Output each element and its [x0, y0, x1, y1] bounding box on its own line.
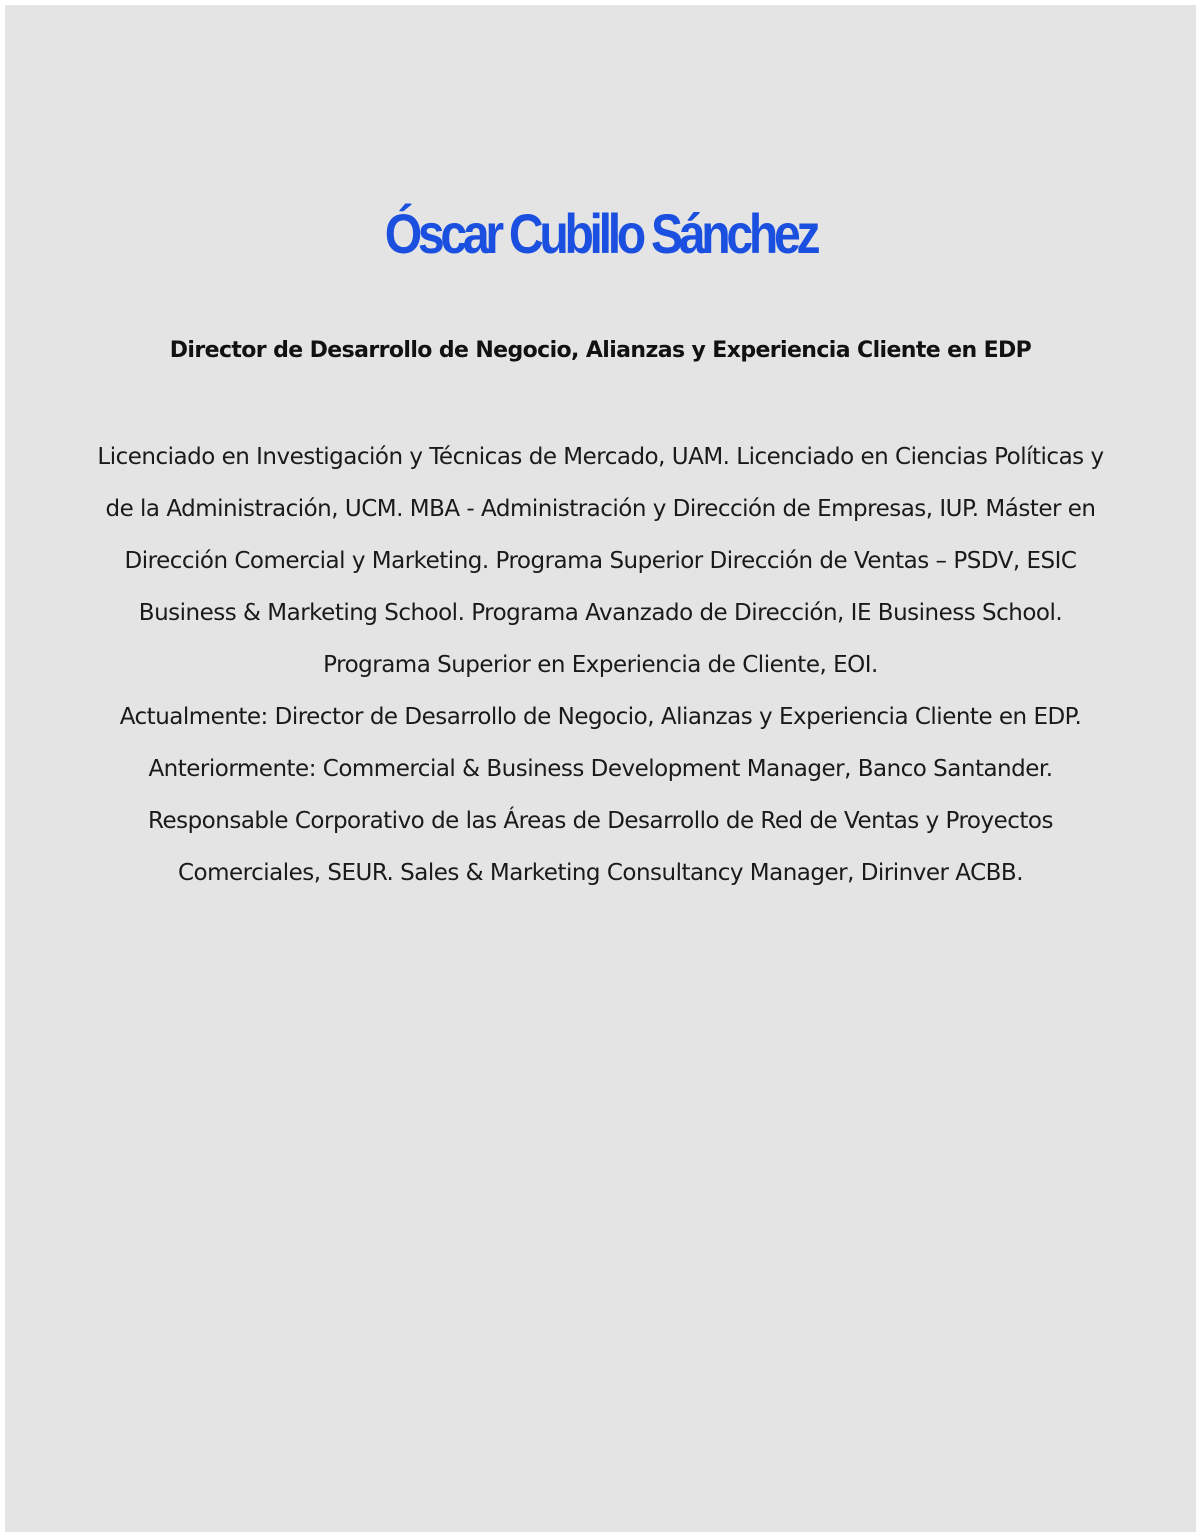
profile-name: Óscar Cubillo Sánchez: [384, 202, 817, 265]
bio-career: Actualmente: Director de Desarrollo de Negocio, Alianzas y Experiencia Cliente en EDP. Anteriormente: Commercial & Business Development Manager, Banco Santander. Responsable Corporativo de las Áreas de Desarrollo de Red de Ventas y Proyectos Comerciales, SEUR. Sales & Marketing Consultancy Manager, Dirinver ACBB.: [119, 704, 1082, 886]
profile-role: Director de Desarrollo de Negocio, Alianzas y Experiencia Cliente en EDP: [169, 338, 1032, 363]
profile-card: [5, 5, 1196, 1532]
profile-bio: [95, 431, 1106, 899]
bio-education: Licenciado en Investigación y Técnicas de Mercado, UAM. Licenciado en Ciencias Políticas y de la Administración, UCM. MBA - Administración y Dirección de Empresas, IUP. Máster en Dirección Comercial y Marketing. Programa Superior Dirección de Ventas – PSDV, ESIC Business & Marketing School. Programa Avanzado de Dirección, IE Business School. Programa Superior en Experiencia de Cliente, EOI.: [97, 444, 1104, 678]
